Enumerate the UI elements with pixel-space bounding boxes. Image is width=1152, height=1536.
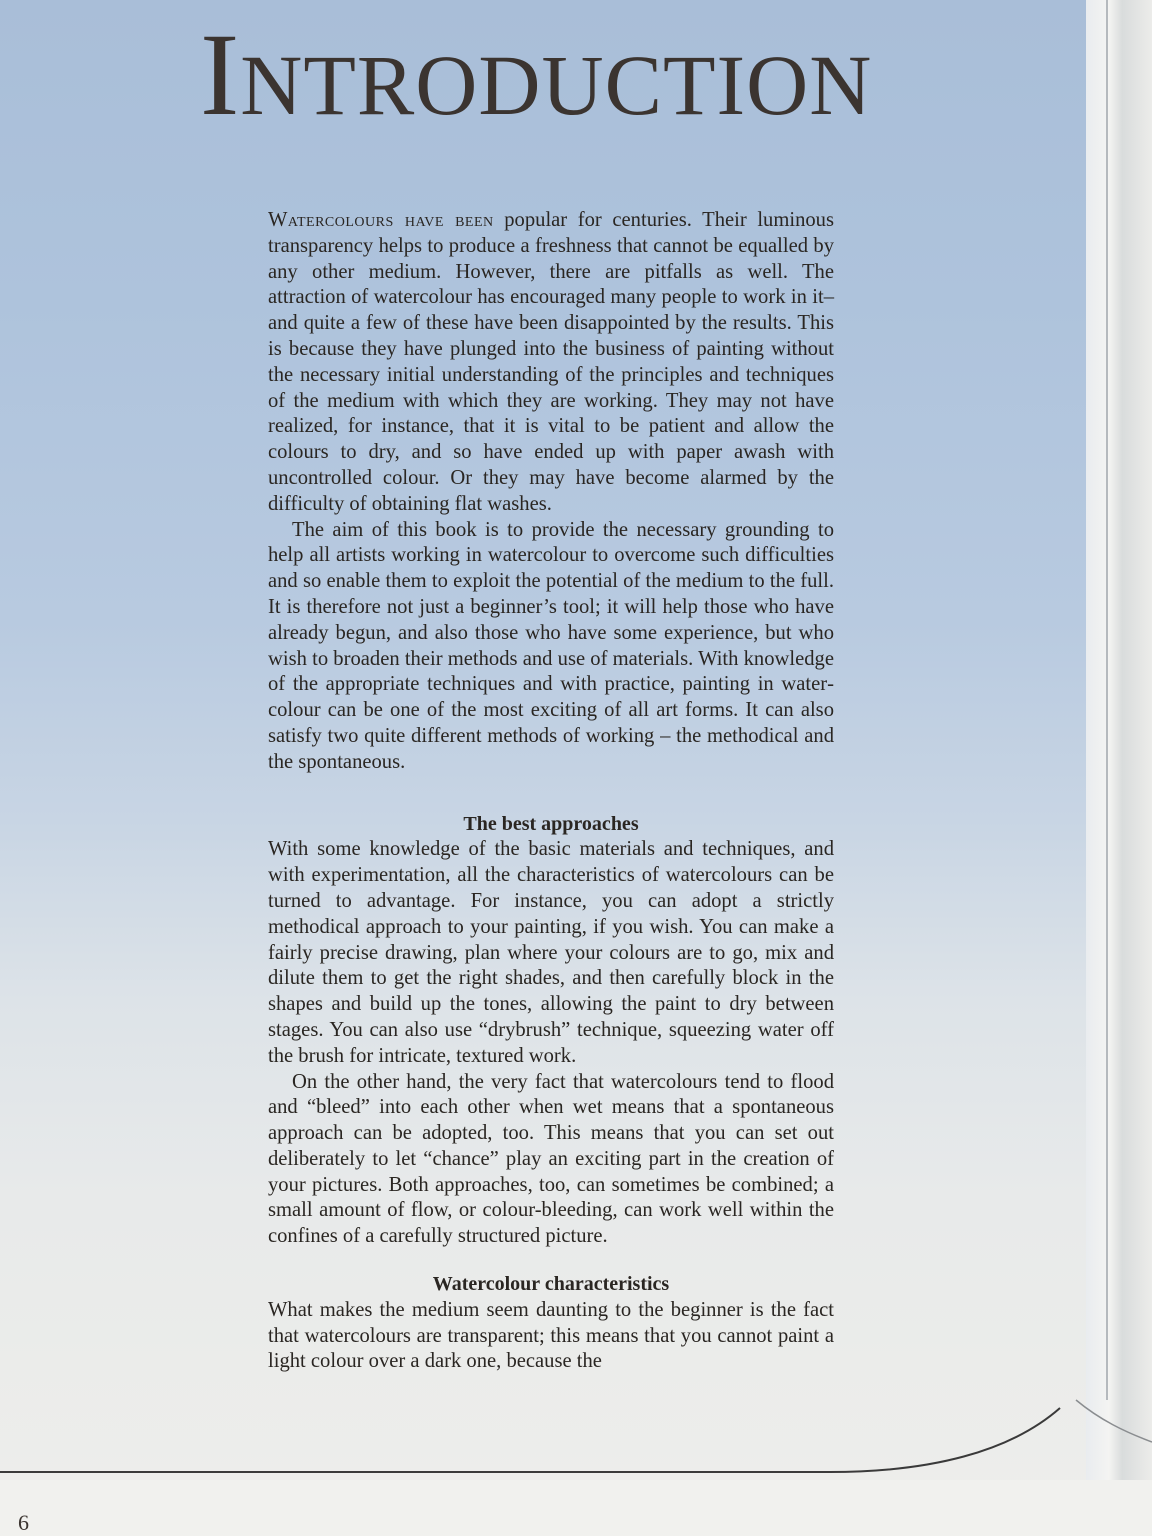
best-approaches-paragraph-1: With some knowledge of the basic materials and techniques, and with experimentation, all the characteristics of watercolours can be turned to advantage. For instance, you can adopt a strictly methodical approach to your painting, if you wish. You can make a fairly precise drawing, plan where your colours are to go, mix and dilute them to get the right shades, and then carefully block in the shapes and build up the tones, allowing the paint to dry between stages. You can also use “drybrush” technique, squeezing water off the brush for intricate, textured work. bbox=[268, 838, 834, 1067]
section-heading-best-approaches: The best approaches bbox=[463, 812, 639, 835]
article-column bbox=[268, 208, 834, 1375]
section-gap bbox=[268, 776, 834, 812]
best-approaches-paragraph-2: On the other hand, the very fact that watercolours tend to flood and “bleed” into each other when wet means that a spontaneous approach can be adopted, too. This means that you can set out deliberately to let “chance” play an exciting part in the creation of your pictures. Both approaches, too, can sometimes be combined; a small amount of flow, or colour-bleeding, can work well within the confines of a carefully structured picture. bbox=[268, 1070, 834, 1248]
title-rest: NTRODUCTION bbox=[240, 37, 873, 133]
title-initial: I bbox=[200, 9, 241, 140]
intro-paragraph-1-text: popular for centuries. Their luminous transparency helps to produce a freshness that cannot be equalled by any other medium. However, there are pitfalls as well. The attraction of watercolour has encouraged many people to work in it–and quite a few of these have been disappointed by the results. This is because they have plunged into the business of painting without the necessary initial understanding of the principles and techniques of the medium with which they are working. They may not have realized, for instance, that it is vital to be patient and allow the colours to dry, and so have ended up with paper awash with uncontrolled colour. Or they may have become alarmed by the difficulty of obtaining flat washes. bbox=[268, 209, 834, 515]
section-heading-characteristics: Watercolour characteristics bbox=[432, 1273, 670, 1296]
section-gap bbox=[268, 1250, 834, 1272]
page-fold-line bbox=[1106, 0, 1108, 1400]
page-bottom-margin bbox=[0, 1480, 1152, 1536]
intro-paragraph-2: The aim of this book is to provide the necessary grounding to help all artists working in watercolour to overcome such difficulties and so enable them to exploit the potential of the medium to the full. It is therefore not just a beginner’s tool; it will help those who have already begun, and also those who have some experience, but who wish to broaden their methods and use of materials. With knowledge of the appropriate techniques and with practice, painting in watercolour can be one of the most exciting of all art forms. It can also satisfy two quite different methods of working – the methodical and the spontaneous. bbox=[268, 518, 834, 773]
page-title bbox=[200, 9, 920, 140]
lead-in: Watercolours have been bbox=[268, 209, 494, 231]
characteristics-paragraph-1: What makes the medium seem daunting to the beginner is the fact that watercolours are transparent; this means that you cannot paint a light colour over a dark one, because the bbox=[268, 1298, 834, 1373]
intro-paragraph-1 bbox=[268, 208, 834, 518]
page-number: 6 bbox=[18, 1510, 29, 1535]
next-page-edge bbox=[1086, 0, 1152, 1536]
